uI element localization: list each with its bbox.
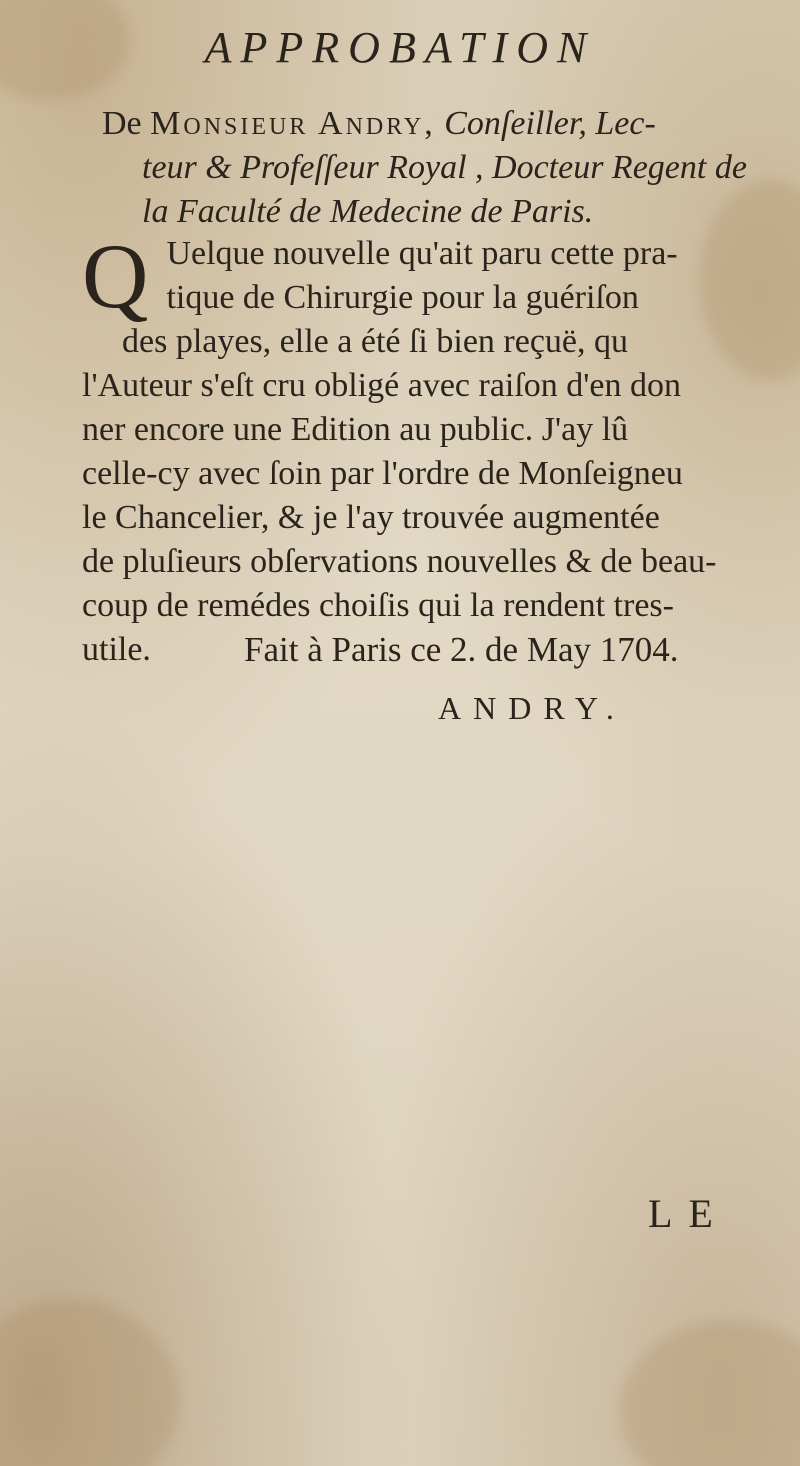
heading-name: Monsieur Andry,	[150, 105, 436, 142]
body-line: Uelque nouvelle qu'ait paru cette pra-	[166, 235, 678, 272]
catchword: LE	[648, 1191, 729, 1236]
body-line: de pluſieurs obſervations nouvelles & de beau-	[82, 543, 717, 580]
body-line: ner encore une Edition au public. J'ay lû	[82, 411, 629, 448]
approbation-heading	[102, 102, 782, 234]
body-line: des playes, elle a été ſi bien reçuë, qu	[122, 323, 628, 360]
heading-roles-line3: la Faculté de Medecine de Paris.	[142, 193, 594, 230]
date-line: Fait à Paris ce 2. de May 1704.	[244, 630, 679, 669]
paper-stain	[0, 1300, 180, 1466]
body-line: coup de remédes choiſis qui la rendent tres-	[82, 587, 674, 624]
paper-stain	[620, 1320, 800, 1466]
signature: ANDRY.	[438, 690, 626, 726]
body-line: celle-cy avec ſoin par l'ordre de Monſeigneu	[82, 455, 683, 492]
body-line: utile.	[82, 631, 151, 668]
heading-roles-line2: teur & Profeſſeur Royal , Docteur Regent de	[142, 149, 747, 186]
approbation-body	[82, 225, 782, 672]
heading-prefix: De	[102, 105, 142, 142]
heading-roles-line1: Conſeiller, Lec-	[444, 105, 656, 142]
body-line: le Chancelier, & je l'ay trouvée augmentée	[82, 499, 660, 536]
drop-cap: Q	[82, 225, 149, 327]
body-line: l'Auteur s'eſt cru obligé avec raiſon d'en don	[82, 367, 682, 404]
page-title: APPROBATION	[204, 23, 596, 72]
body-line: tique de Chirurgie pour la guériſon	[166, 279, 639, 316]
